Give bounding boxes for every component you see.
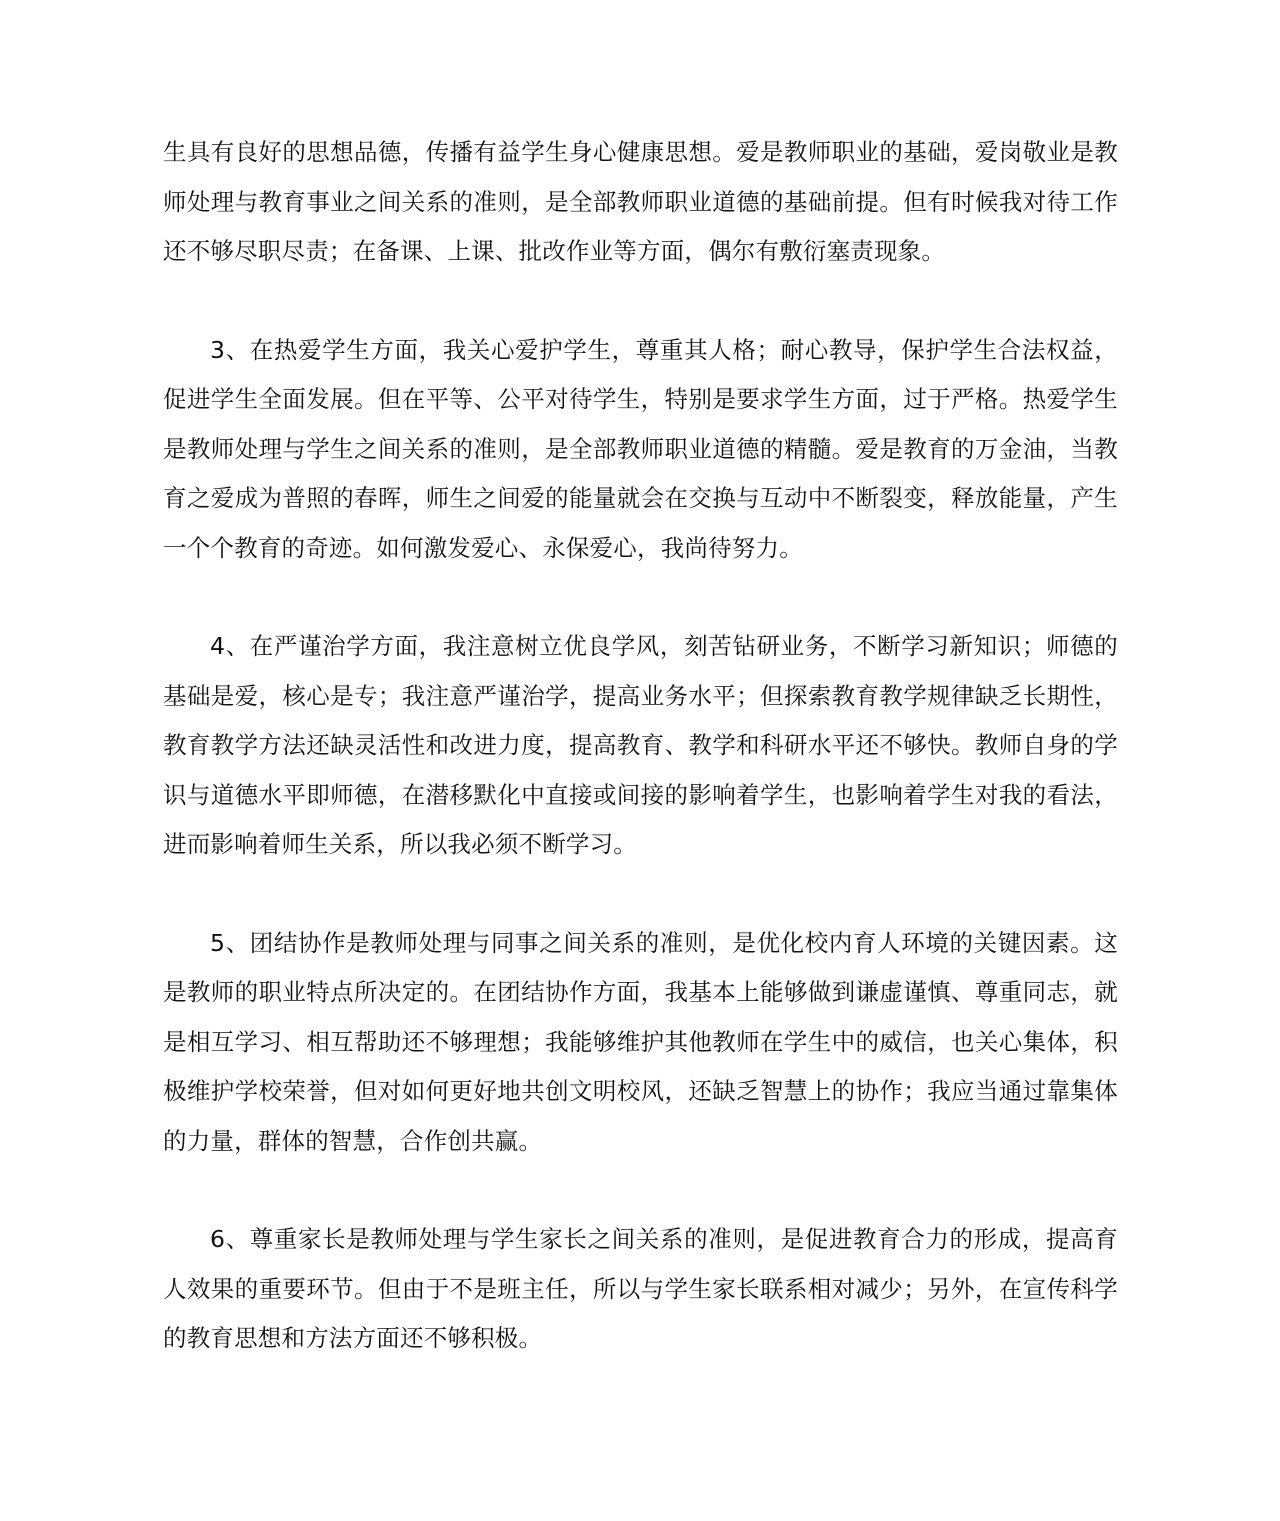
document-body — [163, 128, 1118, 1413]
paragraph-item-3: 3、在热爱学生方面，我关心爱护学生，尊重其人格；耐心教导，保护学生合法权益，促进学生全面发展。但在平等、公平对待学生，特别是要求学生方面，过于严格。热爱学生是教师处理与学生之间关系的准则，是全部教师职业道德的精髓。爱是教育的万金油，当教育之爱成为普照的春晖，师生之间爱的能量就会在交换与互动中不断裂变，释放能量，产生一个个教育的奇迹。如何激发爱心、永保爱心，我尚待努力。 — [163, 335, 1118, 562]
paragraph-item-6: 6、尊重家长是教师处理与学生家长之间关系的准则，是促进教育合力的形成，提高育人效果的重要环节。但由于不是班主任，所以与学生家长联系相对减少；另外，在宣传科学的教育思想和方法方面还不够积极。 — [163, 1225, 1118, 1352]
paragraph-item-5: 5、团结协作是教师处理与同事之间关系的准则，是优化校内育人环境的关键因素。这是教师的职业特点所决定的。在团结协作方面，我基本上能够做到谦虚谨慎、尊重同志，就是相互学习、相互帮助还不够理想；我能够维护其他教师在学生中的威信，也关心集体，积极维护学校荣誉，但对如何更好地共创文明校风，还缺乏智慧上的协作；我应当通过靠集体的力量，群体的智慧，合作创共赢。 — [163, 928, 1118, 1155]
paragraph-item-4: 4、在严谨治学方面，我注意树立优良学风，刻苦钻研业务，不断学习新知识；师德的基础是爱，核心是专；我注意严谨治学，提高业务水平；但探索教育教学规律缺乏长期性，教育教学方法还缺灵活性和改进力度，提高教育、教学和科研水平还不够快。教师自身的学识与道德水平即师德，在潜移默化中直接或间接的影响着学生，也影响着学生对我的看法，进而影响着师生关系，所以我必须不断学习。 — [163, 632, 1118, 858]
paragraph-continuation: 生具有良好的思想品德，传播有益学生身心健康思想。爱是教师职业的基础，爱岗敬业是教师处理与教育事业之间关系的准则，是全部教师职业道德的基础前提。但有时候我对待工作还不够尽职尽责；在备课、上课、批改作业等方面，偶尔有敷衍塞责现象。 — [163, 138, 1118, 265]
